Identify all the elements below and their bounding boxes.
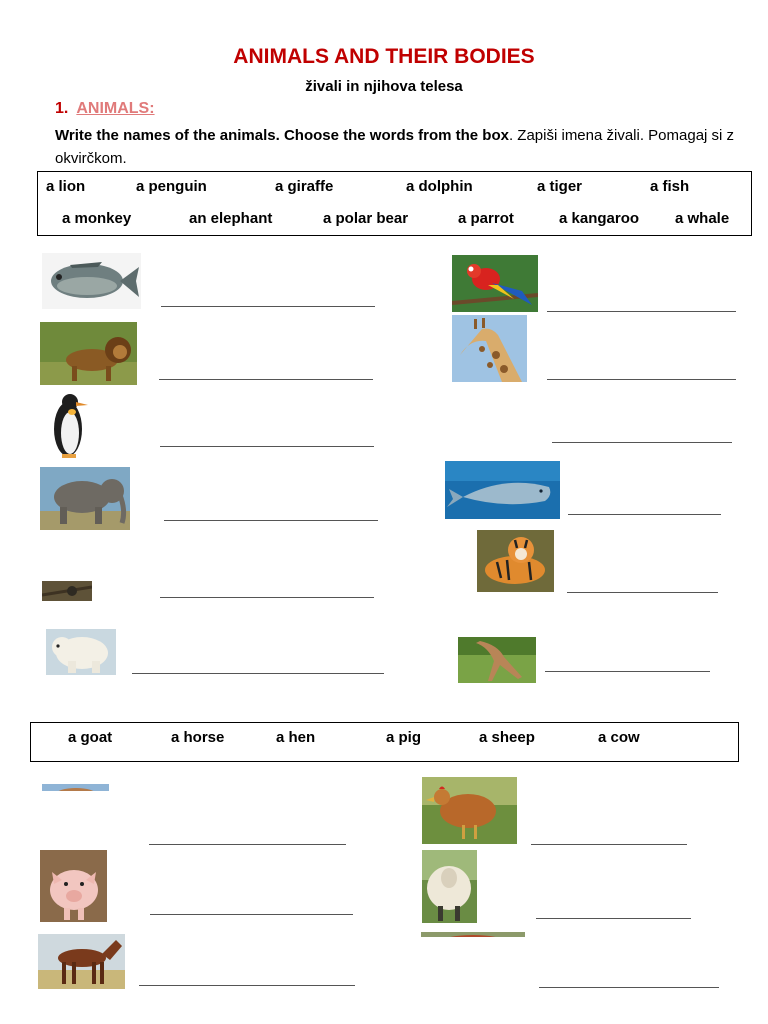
answer-line-tiger[interactable] — [567, 592, 718, 593]
word-cow: a cow — [598, 729, 640, 746]
pig-picture — [40, 850, 107, 922]
section-number: 1. — [55, 100, 69, 117]
page-subtitle: živali in njihova telesa — [305, 78, 463, 95]
answer-line-horse[interactable] — [139, 985, 355, 986]
word-tiger: a tiger — [537, 178, 583, 195]
word-pig: a pig — [386, 729, 422, 746]
answer-line-sheep[interactable] — [536, 918, 691, 919]
cow-picture — [42, 781, 109, 791]
elephant-picture — [40, 467, 130, 530]
answer-line-dolphin[interactable] — [552, 442, 732, 443]
answer-line-parrot[interactable] — [547, 311, 736, 312]
goat-picture — [421, 928, 525, 937]
answer-line-kangaroo[interactable] — [545, 671, 710, 672]
word-lion: a lion — [46, 178, 86, 195]
kangaroo-picture — [458, 637, 536, 683]
section-heading — [55, 100, 155, 118]
word-kangaroo: a kangaroo — [559, 210, 640, 227]
instruction-normal: . Zapiši imena živali. Pomagaj si z okvirčkom. — [55, 127, 735, 167]
word-penguin: a penguin — [136, 178, 207, 195]
parrot-picture — [452, 255, 538, 312]
word-goat: a goat — [68, 729, 113, 746]
answer-line-penguin[interactable] — [160, 446, 374, 447]
answer-line-pig[interactable] — [150, 914, 353, 915]
answer-line-giraffe[interactable] — [547, 379, 736, 380]
answer-line-polar-bear[interactable] — [132, 673, 384, 674]
answer-line-whale[interactable] — [568, 514, 721, 515]
tiger-picture — [477, 530, 554, 592]
horse-picture — [38, 934, 125, 989]
word-elephant: an elephant — [189, 210, 273, 227]
answer-line-cow[interactable] — [149, 844, 346, 845]
word-parrot: a parrot — [458, 210, 514, 227]
answer-line-monkey[interactable] — [160, 597, 374, 598]
polar-bear-picture — [46, 629, 116, 675]
word-polar-bear: a polar bear — [323, 210, 409, 227]
whale-picture — [445, 461, 560, 519]
word-whale: a whale — [675, 210, 730, 227]
word-monkey: a monkey — [62, 210, 132, 227]
instruction-text — [55, 124, 735, 170]
hen-picture — [422, 777, 517, 844]
word-horse: a horse — [171, 729, 225, 746]
answer-line-hen[interactable] — [531, 844, 687, 845]
giraffe-picture — [452, 315, 527, 382]
fish-picture — [42, 253, 141, 309]
word-sheep: a sheep — [479, 729, 535, 746]
sheep-picture — [422, 850, 477, 923]
word-fish: a fish — [650, 178, 690, 195]
lion-picture — [40, 322, 137, 385]
page-title: ANIMALS AND THEIR BODIES — [233, 45, 535, 68]
word-dolphin: a dolphin — [406, 178, 473, 195]
instruction-bold: Write the names of the animals. Choose the words from the box — [55, 127, 509, 144]
answer-line-elephant[interactable] — [164, 520, 378, 521]
answer-line-goat[interactable] — [539, 987, 719, 988]
section-label: ANIMALS: — [76, 100, 155, 117]
penguin-picture — [48, 391, 91, 461]
monkey-picture — [42, 581, 92, 601]
answer-line-fish[interactable] — [161, 306, 375, 307]
word-giraffe: a giraffe — [275, 178, 334, 195]
answer-line-lion[interactable] — [159, 379, 373, 380]
word-hen: a hen — [276, 729, 316, 746]
